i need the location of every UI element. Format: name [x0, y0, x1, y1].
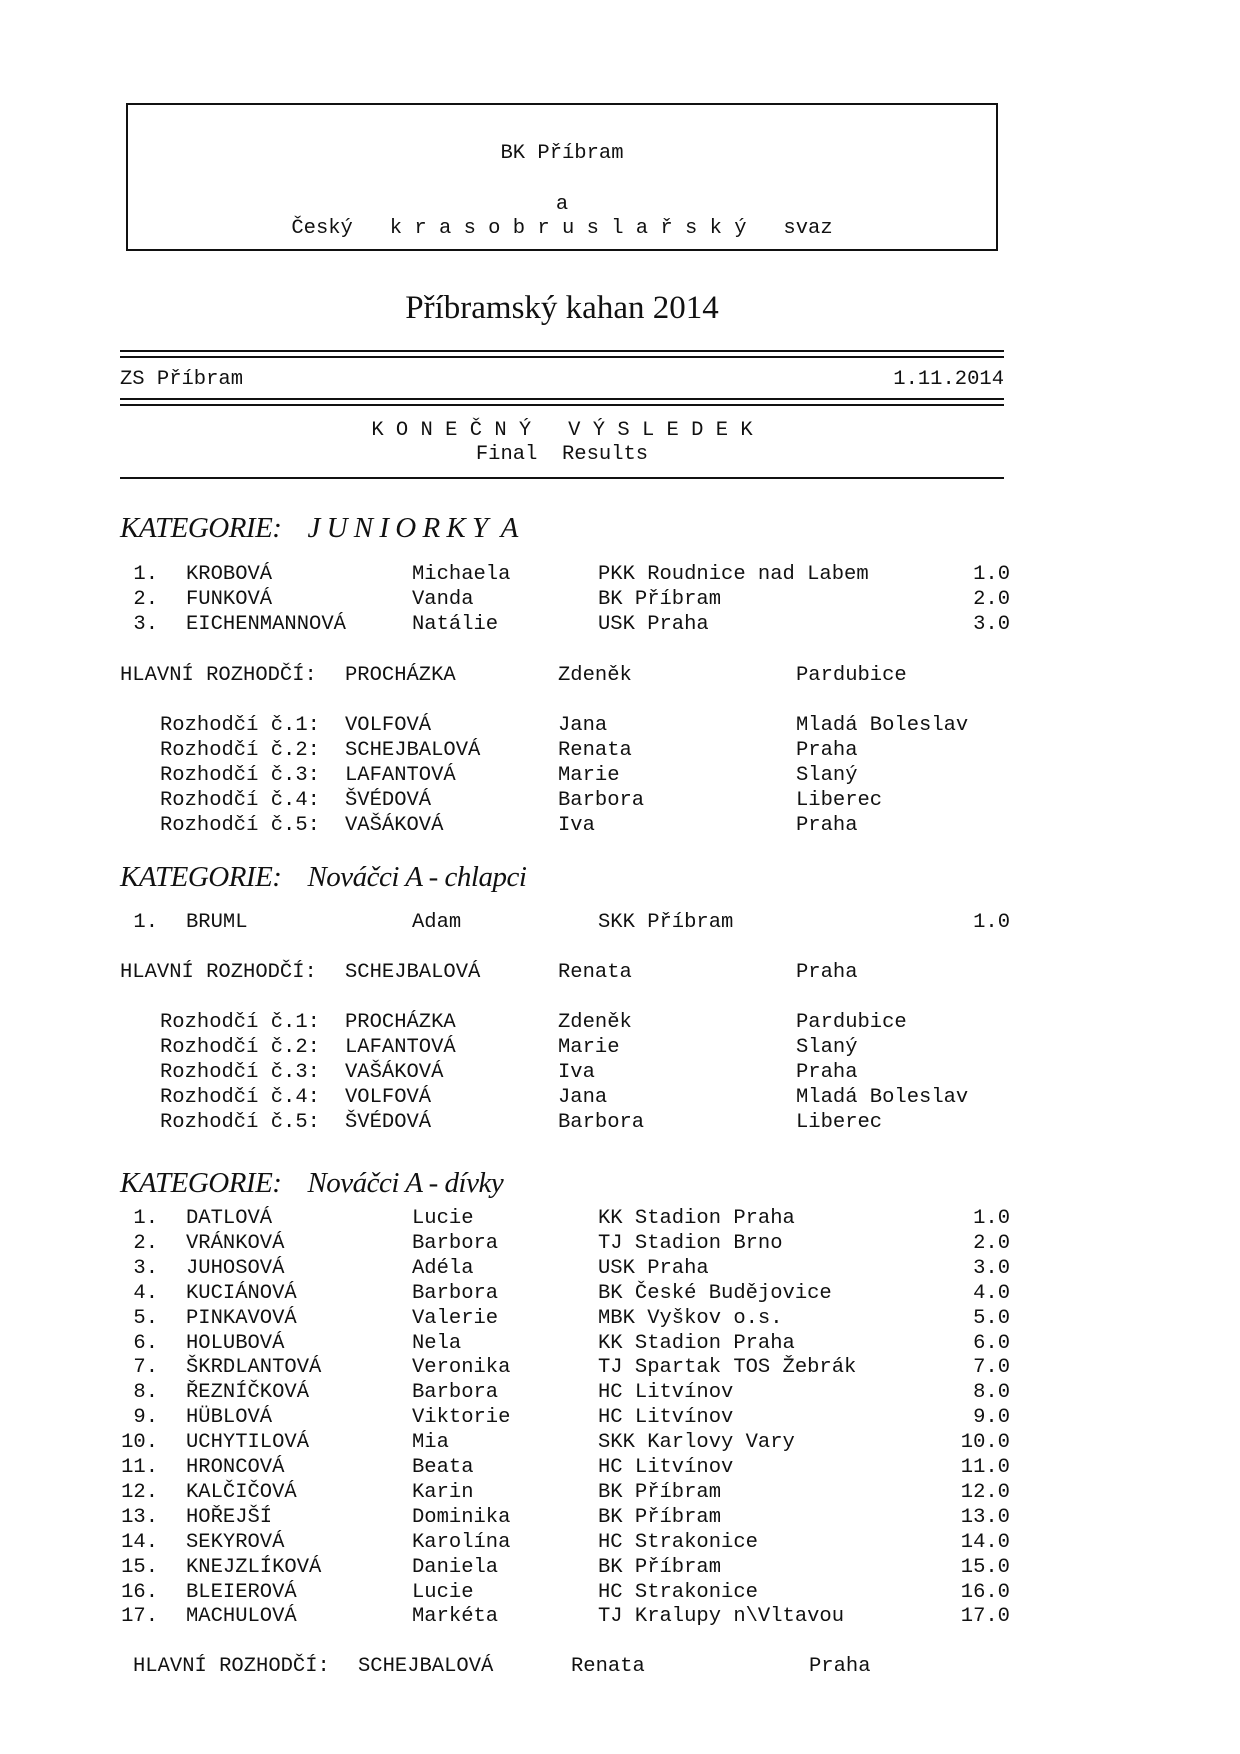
result-rank: 14.	[121, 1530, 158, 1554]
result-first-name: Dominika	[412, 1505, 511, 1529]
judge-last-name: ŠVÉDOVÁ	[345, 1111, 432, 1134]
result-score: 16.0	[960, 1580, 1010, 1604]
judge-label: Rozhodčí č.4:	[160, 1086, 320, 1109]
judge-row	[0, 1085, 1124, 1110]
result-first-name: Lucie	[412, 1207, 474, 1230]
chief-referee-first-name: Zdeněk	[558, 664, 632, 687]
result-rank: 2.	[133, 588, 158, 611]
result-club: SKK Příbram	[598, 911, 734, 934]
judge-label: Rozhodčí č.5:	[160, 814, 320, 837]
judge-first-name: Jana	[558, 714, 608, 737]
chief-referee-last-name: SCHEJBALOVÁ	[345, 961, 481, 984]
result-first-name: Adéla	[412, 1256, 474, 1280]
result-row	[0, 1505, 1124, 1530]
category-heading	[120, 861, 526, 894]
judge-first-name: Marie	[558, 764, 620, 787]
judge-row	[0, 763, 1124, 788]
result-first-name: Beata	[412, 1456, 474, 1479]
judge-last-name: ŠVÉDOVÁ	[345, 789, 432, 812]
result-last-name: KROBOVÁ	[186, 563, 273, 586]
result-last-name: DATLOVÁ	[186, 1207, 273, 1230]
result-score: 3.0	[973, 613, 1010, 636]
result-score: 7.0	[973, 1356, 1010, 1380]
result-first-name: Vanda	[412, 588, 474, 611]
chief-referee-row	[0, 960, 1124, 985]
result-first-name: Valerie	[412, 1306, 499, 1330]
chief-referee-city: Praha	[796, 961, 858, 984]
results-title: K O N E Č N Ý V Ý S L E D E K	[371, 419, 753, 442]
result-rank: 8.	[133, 1381, 158, 1405]
chief-referee-last-name: PROCHÁZKA	[345, 664, 456, 687]
judge-last-name: VAŠÁKOVÁ	[345, 1061, 444, 1084]
result-last-name: KNEJZLÍKOVÁ	[186, 1555, 322, 1579]
result-score: 6.0	[973, 1331, 1010, 1355]
result-rank: 11.	[121, 1456, 158, 1479]
results-subtitle: Final Results	[475, 443, 649, 466]
result-row	[0, 612, 1124, 637]
result-club: USK Praha	[598, 613, 709, 636]
judge-last-name: VAŠÁKOVÁ	[345, 814, 444, 837]
judge-first-name: Iva	[558, 814, 595, 837]
result-last-name: HÜBLOVÁ	[186, 1406, 273, 1430]
result-score: 2.0	[973, 588, 1010, 611]
result-first-name: Daniela	[412, 1555, 499, 1579]
judge-row	[0, 1035, 1124, 1060]
result-row	[0, 1231, 1124, 1256]
chief-referee-first-name: Renata	[571, 1655, 645, 1678]
result-score: 2.0	[973, 1231, 1010, 1255]
organizer-box	[126, 103, 998, 251]
judge-row	[0, 813, 1124, 838]
result-score: 4.0	[973, 1281, 1010, 1305]
result-last-name: PINKAVOVÁ	[186, 1306, 297, 1330]
judge-row	[0, 788, 1124, 813]
result-last-name: EICHENMANNOVÁ	[186, 613, 346, 636]
result-club: BK Příbram	[598, 1480, 722, 1504]
result-first-name: Barbora	[412, 1381, 499, 1405]
result-row	[0, 1306, 1124, 1331]
judge-city: Pardubice	[796, 1011, 907, 1034]
result-last-name: FUNKOVÁ	[186, 588, 273, 611]
result-row	[0, 1455, 1124, 1480]
judge-city: Praha	[796, 739, 858, 762]
chief-referee-label: HLAVNÍ ROZHODČÍ:	[133, 1655, 330, 1678]
result-club: BK Příbram	[598, 1555, 722, 1579]
judge-first-name: Renata	[558, 739, 632, 762]
result-rank: 3.	[133, 1256, 158, 1280]
result-score: 9.0	[973, 1406, 1010, 1430]
result-last-name: ŘEZNÍČKOVÁ	[186, 1381, 310, 1405]
result-first-name: Markéta	[412, 1605, 499, 1629]
judge-city: Praha	[796, 1061, 858, 1084]
result-row	[0, 1555, 1124, 1580]
result-rank: 17.	[121, 1605, 158, 1629]
result-last-name: HRONCOVÁ	[186, 1456, 285, 1479]
judge-label: Rozhodčí č.3:	[160, 1061, 320, 1084]
result-row	[0, 1256, 1124, 1281]
result-rank: 6.	[133, 1331, 158, 1355]
judge-first-name: Marie	[558, 1036, 620, 1059]
chief-referee-label: HLAVNÍ ROZHODČÍ:	[120, 664, 317, 687]
result-first-name: Lucie	[412, 1580, 474, 1604]
result-club: HC Litvínov	[598, 1381, 734, 1405]
result-rank: 2.	[133, 1231, 158, 1255]
result-score: 12.0	[960, 1480, 1010, 1504]
double-rule-top	[120, 350, 1004, 358]
judge-last-name: VOLFOVÁ	[345, 714, 432, 737]
result-first-name: Michaela	[412, 563, 511, 586]
result-club: TJ Spartak TOS Žebrák	[598, 1356, 857, 1380]
judge-row	[0, 713, 1124, 738]
event-title: Příbramský kahan 2014	[405, 290, 719, 326]
result-rank: 16.	[121, 1580, 158, 1604]
category-prefix: KATEGORIE:	[120, 861, 282, 893]
chief-referee-city: Pardubice	[796, 664, 907, 687]
result-rank: 13.	[121, 1505, 158, 1529]
judge-city: Slaný	[796, 764, 858, 787]
result-club: USK Praha	[598, 1256, 709, 1280]
result-row	[0, 587, 1124, 612]
result-rank: 3.	[133, 613, 158, 636]
result-score: 14.0	[960, 1530, 1010, 1554]
judge-row	[0, 1010, 1124, 1035]
organizer-club: BK Příbram	[500, 142, 624, 165]
category-heading	[120, 1167, 503, 1200]
result-first-name: Barbora	[412, 1231, 499, 1255]
judge-city: Mladá Boleslav	[796, 714, 969, 737]
chief-referee-row	[0, 663, 1124, 688]
judge-city: Liberec	[796, 1111, 883, 1134]
category-name: Nováčci A - dívky	[307, 1167, 504, 1199]
result-rank: 15.	[121, 1555, 158, 1579]
result-rank: 12.	[121, 1480, 158, 1504]
judge-label: Rozhodčí č.2:	[160, 1036, 320, 1059]
category-name: Nováčci A - chlapci	[307, 861, 527, 893]
judge-first-name: Jana	[558, 1086, 608, 1109]
result-row	[0, 562, 1124, 587]
result-last-name: VRÁNKOVÁ	[186, 1231, 285, 1255]
result-rank: 4.	[133, 1281, 158, 1305]
result-last-name: HOLUBOVÁ	[186, 1331, 285, 1355]
event-date: 1.11.2014	[893, 368, 1004, 391]
organizer-federation: Český k r a s o b r u s l a ř s k ý svaz	[291, 217, 833, 240]
result-rank: 1.	[133, 1207, 158, 1230]
result-first-name: Nela	[412, 1331, 462, 1355]
result-first-name: Viktorie	[412, 1406, 511, 1430]
result-row	[0, 1281, 1124, 1306]
judge-row	[0, 1110, 1124, 1135]
result-last-name: KALČIČOVÁ	[186, 1480, 297, 1504]
result-club: PKK Roudnice nad Labem	[598, 563, 869, 586]
result-first-name: Barbora	[412, 1281, 499, 1305]
result-score: 10.0	[960, 1431, 1010, 1455]
result-row	[0, 1331, 1124, 1356]
judge-city: Mladá Boleslav	[796, 1086, 969, 1109]
result-row	[0, 1355, 1124, 1380]
result-row	[0, 910, 1124, 935]
judge-last-name: LAFANTOVÁ	[345, 1036, 456, 1059]
judge-row	[0, 1060, 1124, 1085]
judge-row	[0, 738, 1124, 763]
judge-last-name: PROCHÁZKA	[345, 1011, 456, 1034]
result-first-name: Karin	[412, 1480, 474, 1504]
result-first-name: Natálie	[412, 613, 499, 636]
result-score: 8.0	[973, 1381, 1010, 1405]
judge-first-name: Barbora	[558, 789, 645, 812]
judge-label: Rozhodčí č.2:	[160, 739, 320, 762]
result-club: BK Příbram	[598, 1505, 722, 1529]
result-row	[0, 1604, 1124, 1629]
result-last-name: ŠKRDLANTOVÁ	[186, 1356, 322, 1380]
result-club: HC Litvínov	[598, 1406, 734, 1430]
judge-label: Rozhodčí č.3:	[160, 764, 320, 787]
result-club: TJ Stadion Brno	[598, 1231, 783, 1255]
result-last-name: KUCIÁNOVÁ	[186, 1281, 297, 1305]
result-last-name: HOŘEJŠÍ	[186, 1505, 273, 1529]
judge-label: Rozhodčí č.4:	[160, 789, 320, 812]
result-score: 1.0	[973, 911, 1010, 934]
result-last-name: JUHOSOVÁ	[186, 1256, 285, 1280]
result-rank: 1.	[133, 563, 158, 586]
result-score: 11.0	[960, 1456, 1010, 1479]
category-prefix: KATEGORIE:	[120, 512, 282, 544]
result-club: HC Litvínov	[598, 1456, 734, 1479]
result-first-name: Karolína	[412, 1530, 511, 1554]
judge-label: Rozhodčí č.5:	[160, 1111, 320, 1134]
result-club: BK Příbram	[598, 588, 722, 611]
result-rank: 9.	[133, 1406, 158, 1430]
judge-city: Slaný	[796, 1036, 858, 1059]
result-club: MBK Vyškov o.s.	[598, 1306, 783, 1330]
result-score: 17.0	[960, 1605, 1010, 1629]
judge-first-name: Zdeněk	[558, 1011, 632, 1034]
result-first-name: Mia	[412, 1431, 449, 1455]
result-score: 13.0	[960, 1505, 1010, 1529]
double-rule-bottom	[120, 398, 1004, 406]
judge-label: Rozhodčí č.1:	[160, 714, 320, 737]
result-score: 1.0	[973, 1207, 1010, 1230]
organizer-conjunction: a	[555, 193, 569, 216]
result-first-name: Adam	[412, 911, 462, 934]
judge-first-name: Iva	[558, 1061, 595, 1084]
result-score: 1.0	[973, 563, 1010, 586]
result-row	[0, 1430, 1124, 1455]
category-prefix: KATEGORIE:	[120, 1167, 282, 1199]
result-rank: 5.	[133, 1306, 158, 1330]
result-first-name: Veronika	[412, 1356, 511, 1380]
result-rank: 10.	[121, 1431, 158, 1455]
chief-referee-label: HLAVNÍ ROZHODČÍ:	[120, 961, 317, 984]
result-row	[0, 1580, 1124, 1605]
result-club: TJ Kralupy n\Vltavou	[598, 1605, 845, 1629]
chief-referee-city: Praha	[809, 1655, 871, 1678]
result-last-name: UCHYTILOVÁ	[186, 1431, 310, 1455]
category-name: J U N I O R K Y A	[307, 512, 518, 544]
judge-last-name: LAFANTOVÁ	[345, 764, 456, 787]
result-row	[0, 1206, 1124, 1231]
judge-label: Rozhodčí č.1:	[160, 1011, 320, 1034]
result-last-name: SEKYROVÁ	[186, 1530, 285, 1554]
category-heading	[120, 512, 518, 545]
result-row	[0, 1405, 1124, 1430]
result-score: 5.0	[973, 1306, 1010, 1330]
judge-last-name: VOLFOVÁ	[345, 1086, 432, 1109]
judge-first-name: Barbora	[558, 1111, 645, 1134]
result-score: 15.0	[960, 1555, 1010, 1579]
result-row	[0, 1480, 1124, 1505]
result-last-name: MACHULOVÁ	[186, 1605, 297, 1629]
result-row	[0, 1530, 1124, 1555]
judge-city: Praha	[796, 814, 858, 837]
judge-last-name: SCHEJBALOVÁ	[345, 739, 481, 762]
result-rank: 7.	[133, 1356, 158, 1380]
result-rank: 1.	[133, 911, 158, 934]
result-club: HC Strakonice	[598, 1580, 758, 1604]
result-club: HC Strakonice	[598, 1530, 758, 1554]
result-club: SKK Karlovy Vary	[598, 1431, 795, 1455]
result-row	[0, 1380, 1124, 1405]
venue: ZS Příbram	[120, 368, 244, 391]
results-rule	[120, 477, 1004, 479]
result-club: KK Stadion Praha	[598, 1331, 795, 1355]
result-club: BK České Budějovice	[598, 1281, 832, 1305]
result-club: KK Stadion Praha	[598, 1207, 795, 1230]
result-score: 3.0	[973, 1256, 1010, 1280]
result-last-name: BLEIEROVÁ	[186, 1580, 297, 1604]
judge-city: Liberec	[796, 789, 883, 812]
chief-referee-last-name: SCHEJBALOVÁ	[358, 1655, 494, 1678]
chief-referee-row	[0, 1654, 1124, 1679]
result-last-name: BRUML	[186, 911, 248, 934]
chief-referee-first-name: Renata	[558, 961, 632, 984]
